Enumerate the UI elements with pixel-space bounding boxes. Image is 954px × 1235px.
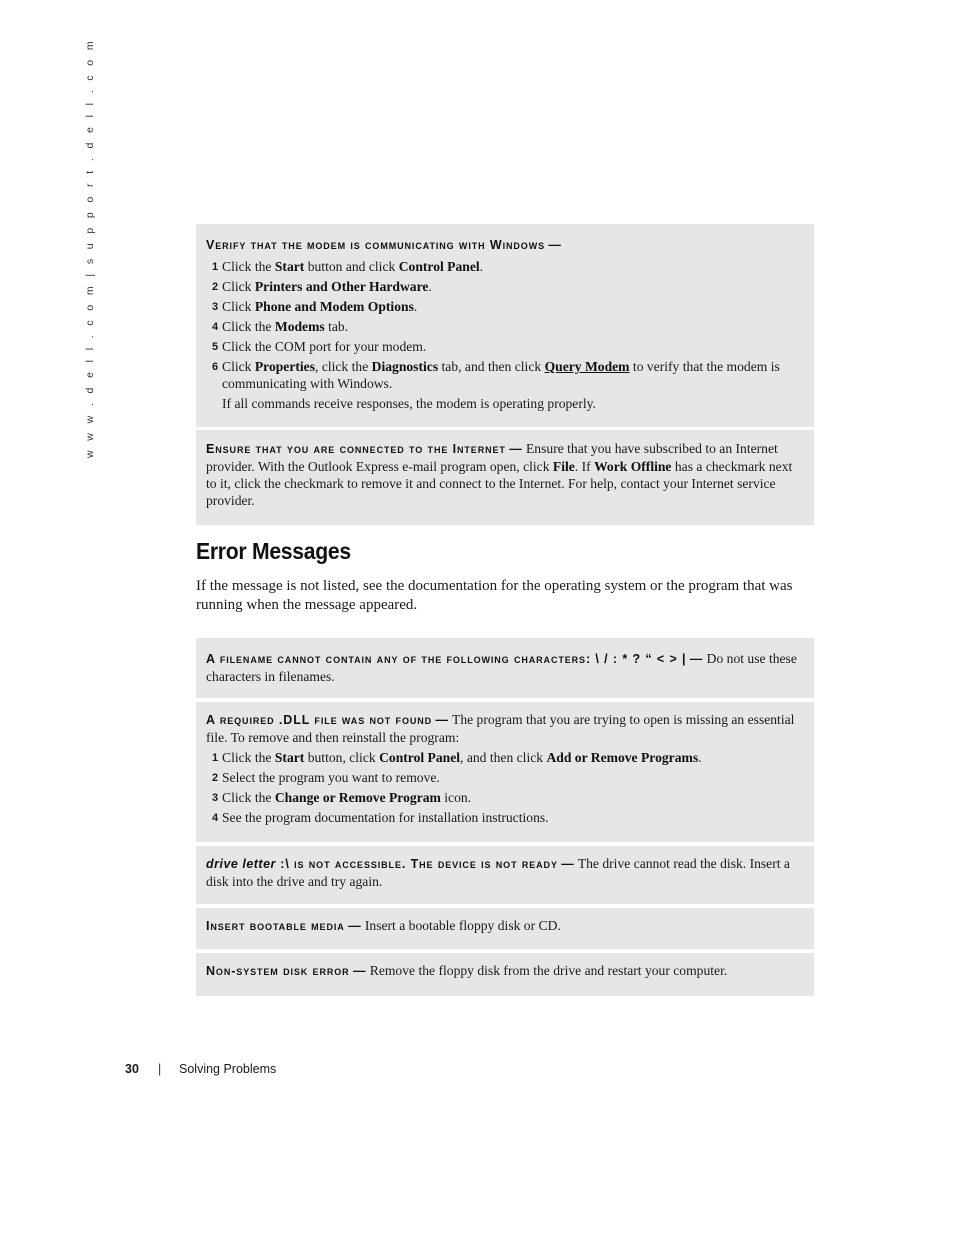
printers-hardware-label: Printers and Other Hardware bbox=[254, 279, 429, 294]
dll-steps bbox=[206, 749, 804, 826]
control-panel-label: Control Panel bbox=[398, 259, 480, 274]
bootable-media-box: Insert bootable media — Insert a bootable floppy disk or CD. bbox=[196, 908, 814, 949]
diagnostics-label: Diagnostics bbox=[371, 359, 439, 374]
dll-step: 3 Click the Change or Remove Program icon. bbox=[212, 790, 472, 805]
phone-modem-options-label: Phone and Modem Options bbox=[254, 299, 414, 314]
modem-step: 3 Click Phone and Modem Options. bbox=[212, 299, 418, 314]
add-remove-programs-label: Add or Remove Programs bbox=[546, 750, 699, 765]
page-number: 30 bbox=[125, 1062, 139, 1076]
section-intro: If the message is not listed, see the documentation for the operating system or the program that was running when the message appeared. bbox=[196, 578, 793, 613]
modem-step: 6 Click Properties, click the Diagnostics tab, and then click Query Modem to verify that the modem is communicating with Windows. bbox=[212, 359, 780, 391]
modem-check-box bbox=[196, 224, 814, 427]
side-url: w w w . d e l l . c o m | s u p p o r t . d e l l . c o m bbox=[84, 37, 96, 458]
change-remove-program-label: Change or Remove Program bbox=[274, 790, 441, 805]
modems-tab-label: Modems bbox=[274, 319, 325, 334]
bootable-media-heading: Insert bootable media bbox=[206, 919, 345, 933]
footer-section: Solving Problems bbox=[179, 1062, 277, 1076]
dll-step: 1 Click the Start button, click Control Panel, and then click Add or Remove Programs. bbox=[212, 750, 702, 765]
internet-check-box: Ensure that you are connected to the Internet — Ensure that you have subscribed to an Internet provider. With the Outlook Express e-mail program open, click File. If Work Offline has a checkmark next to it, click the checkmark to remove it and connect to the Internet. For help, contact your Internet service provider. bbox=[196, 430, 814, 525]
non-system-disk-box: Non-system disk error — Remove the floppy disk from the drive and restart your computer. bbox=[196, 953, 814, 996]
start-label: Start bbox=[274, 259, 305, 274]
heading-dash: — bbox=[548, 238, 562, 252]
properties-label: Properties bbox=[254, 359, 316, 374]
modem-note: If all commands receive responses, the modem is operating properly. bbox=[222, 396, 596, 411]
dll-error-box: A required .DLL file was not found — The program that you are trying to open is missing an essential file. To remove and then reinstall the program: 1 Click the Start button, click Control Panel, and then click Add or Remove Programs. 2 Select the program you want to remove. 3 Click the Change or Remove Program icon. 4 See the program documentation for installation instructions. bbox=[196, 702, 814, 842]
internet-check-heading: Ensure that you are connected to the Internet bbox=[206, 442, 506, 456]
page-footer bbox=[125, 1062, 277, 1076]
modem-check-heading: Verify that the modem is communicating with Windows bbox=[206, 238, 545, 252]
modem-step: 2 Click Printers and Other Hardware. bbox=[212, 279, 432, 294]
modem-steps bbox=[206, 258, 804, 392]
dll-error-heading: A required .DLL file was not found bbox=[206, 713, 433, 727]
modem-step: 1 Click the Start button and click Control Panel. bbox=[212, 259, 484, 274]
query-modem-label: Query Modem bbox=[544, 359, 630, 374]
dll-step: 2 Select the program you want to remove. bbox=[212, 770, 440, 785]
drive-error-box: drive letter :\ is not accessible. The device is not ready — The drive cannot read the disk. Insert a disk into the drive and try again. bbox=[196, 846, 814, 904]
file-menu-label: File bbox=[552, 459, 575, 474]
filename-error-box: A filename cannot contain any of the following characters: \ / : * ? “ < > | — Do not use these characters in filenames. bbox=[196, 638, 814, 698]
section-title: Error Messages bbox=[196, 538, 351, 564]
drive-error-heading: drive letter :\ is not accessible. The device is not ready bbox=[206, 857, 558, 871]
footer-separator: | bbox=[158, 1062, 162, 1076]
dll-step: 4 See the program documentation for installation instructions. bbox=[212, 810, 549, 825]
work-offline-label: Work Offline bbox=[594, 459, 672, 474]
non-system-disk-heading: Non-system disk error bbox=[206, 964, 350, 978]
modem-step: 4 Click the Modems tab. bbox=[212, 319, 349, 334]
modem-step: 5 Click the COM port for your modem. bbox=[212, 339, 427, 354]
filename-error-heading: A filename cannot contain any of the following characters: \ / : * ? “ < > | bbox=[206, 652, 687, 666]
